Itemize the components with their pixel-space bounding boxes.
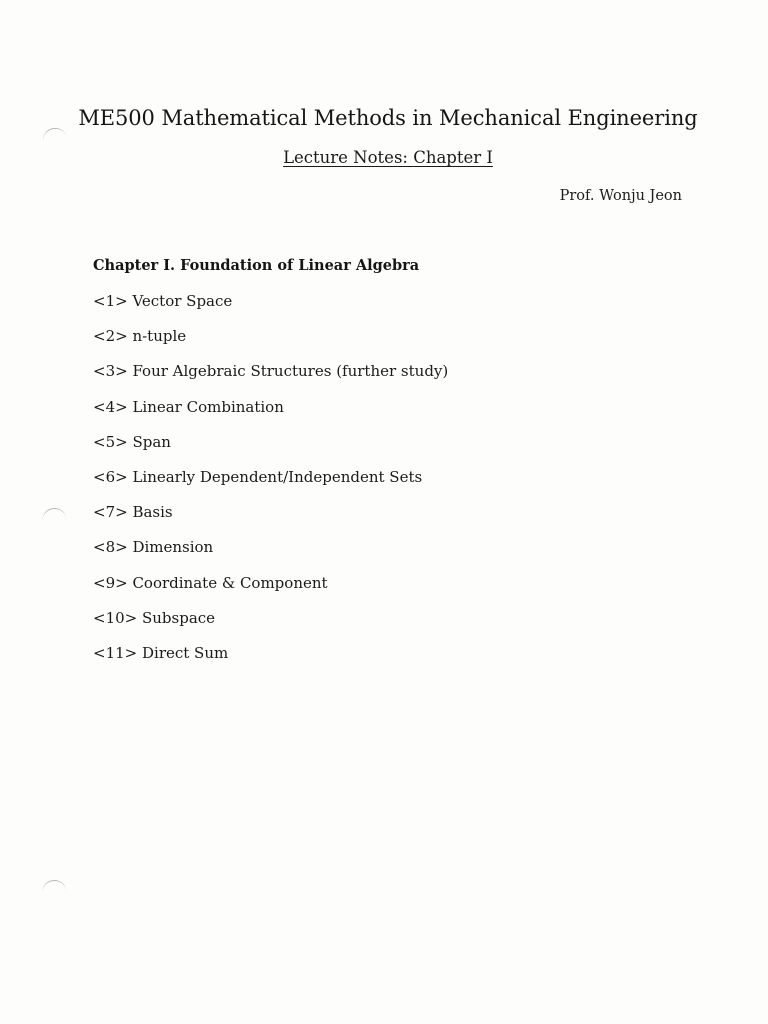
section-item: <11> Direct Sum: [93, 643, 229, 662]
section-item: <10> Subspace: [93, 608, 216, 627]
section-item: <4> Linear Combination: [93, 397, 284, 416]
section-item: <8> Dimension: [93, 538, 214, 557]
document-title: ME500 Mathematical Methods in Mechanical Engineering: [78, 106, 698, 130]
author-name: Prof. Wonju Jeon: [559, 188, 682, 204]
punch-hole-mark: [42, 879, 67, 896]
section-item: <9> Coordinate & Component: [93, 573, 328, 592]
section-item: <2> n-tuple: [93, 327, 187, 346]
section-item: <6> Linearly Dependent/Independent Sets: [93, 467, 423, 486]
section-list: [93, 290, 448, 677]
punch-hole-mark: [41, 507, 66, 524]
section-item: <7> Basis: [93, 503, 173, 522]
section-item: <1> Vector Space: [93, 292, 233, 310]
chapter-heading: Chapter I. Foundation of Linear Algebra: [93, 257, 420, 274]
document-subtitle: Lecture Notes: Chapter I: [283, 148, 493, 167]
section-item: <5> Span: [93, 432, 171, 451]
section-item: <3> Four Algebraic Structures (further study): [93, 362, 449, 381]
